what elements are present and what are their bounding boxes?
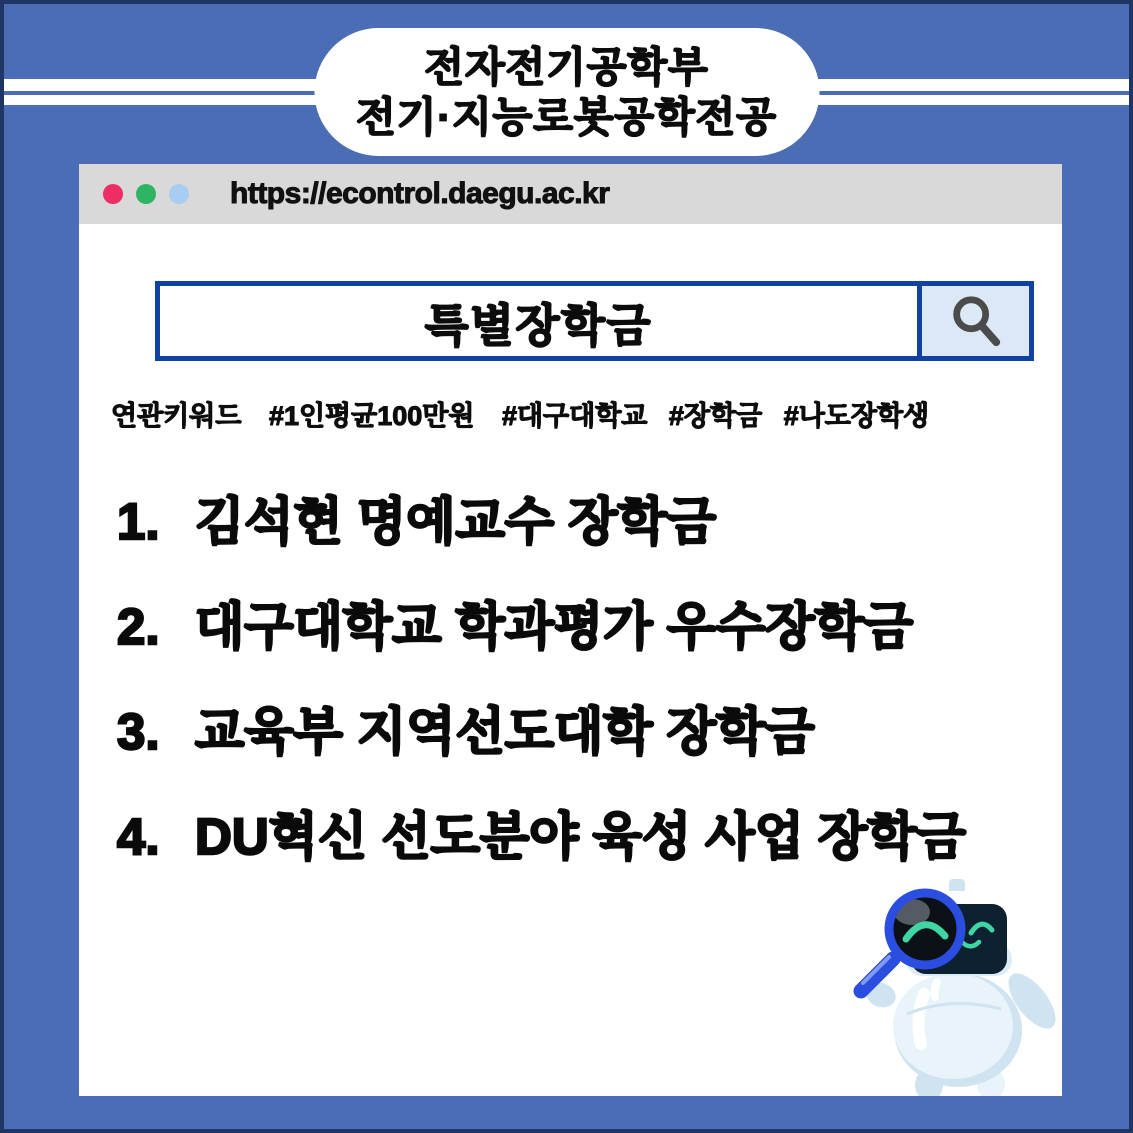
major-name: 전기·지능로봇공학전공 (356, 94, 777, 140)
keyword-tag[interactable]: #장학금 (668, 401, 763, 431)
search-icon (947, 292, 1005, 350)
search-input[interactable]: 특별장학금 (424, 299, 653, 351)
list-item[interactable] (117, 701, 815, 763)
window-minimize-button[interactable] (136, 184, 156, 204)
list-item-number: 4. (117, 808, 160, 865)
department-name: 전자전기공학부 (424, 43, 709, 90)
url-text: https://econtrol.daegu.ac.kr (230, 177, 610, 210)
browser-title-bar (79, 164, 1062, 224)
list-item[interactable] (117, 596, 913, 658)
search-button[interactable] (917, 286, 1029, 356)
list-item[interactable] (117, 491, 716, 553)
keyword-tag[interactable]: #대구대학교 (501, 401, 648, 431)
robot-mascot (849, 879, 1059, 1096)
list-item[interactable] (117, 806, 966, 868)
related-keywords-label: 연관키워드 (111, 401, 242, 431)
list-item-title: 김석현 명예교수 장학금 (195, 493, 716, 550)
department-badge (314, 28, 819, 156)
list-item-number: 2. (117, 598, 160, 655)
window-close-button[interactable] (103, 184, 123, 204)
keyword-tag[interactable]: #나도장학생 (783, 401, 930, 431)
list-item-number: 1. (117, 493, 160, 550)
window-maximize-button[interactable] (169, 184, 189, 204)
browser-window (79, 164, 1062, 1096)
list-item-number: 3. (117, 703, 160, 760)
list-item-title: DU혁신 선도분야 육성 사업 장학금 (195, 808, 966, 865)
list-item-title: 교육부 지역선도대학 장학금 (195, 703, 815, 760)
related-keywords (111, 394, 943, 433)
search-bar (155, 281, 1034, 361)
list-item-title: 대구대학교 학과평가 우수장학금 (195, 598, 914, 655)
keyword-tag[interactable]: #1인평균100만원 (268, 401, 475, 431)
